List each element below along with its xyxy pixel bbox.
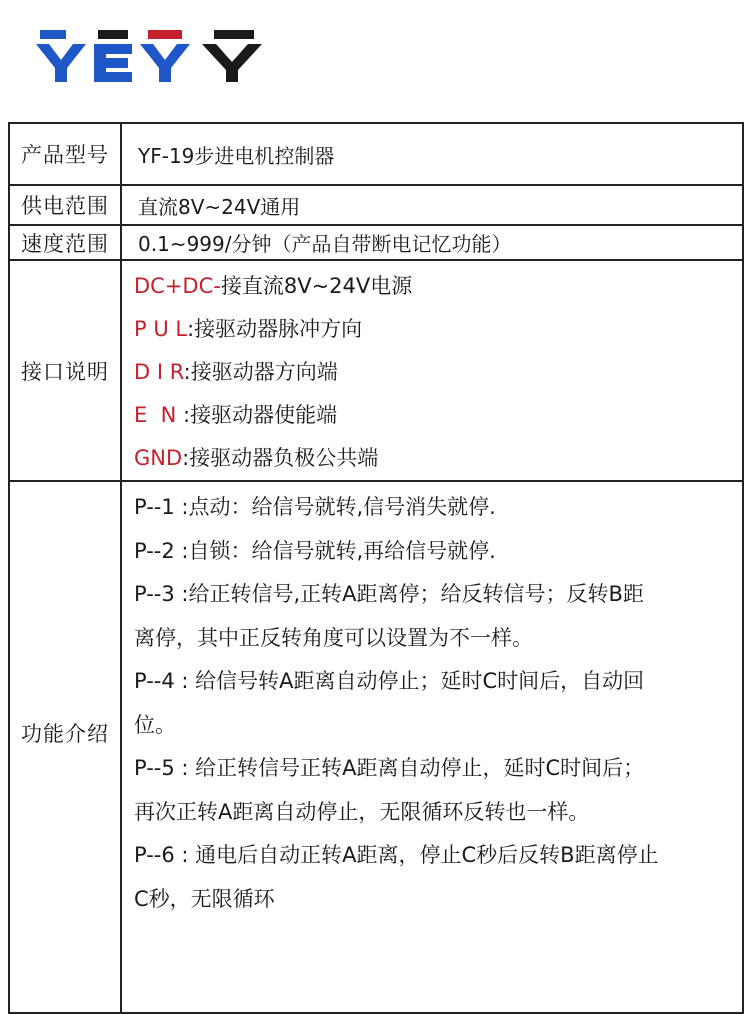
function-line: P--6 : 通电后自动正转A距离，停止C秒后反转B距离停止: [134, 843, 659, 867]
model-label: 产品型号: [9, 123, 121, 185]
function-line: 再次正转A距离自动停止，无限循环反转也一样。: [134, 799, 590, 824]
functions-text: [122, 482, 742, 921]
function-line: 离停，其中正反转角度可以设置为不一样。: [134, 625, 533, 650]
functions-label-cell: [9, 481, 121, 1013]
function-line: P--5 : 给正转信号正转A距离自动停止，延时C时间后；: [134, 756, 645, 780]
pin-desc: :接驱动器方向端: [183, 360, 338, 384]
spec-table: [8, 122, 744, 1014]
interface-item: [134, 437, 742, 480]
table-row: [9, 481, 743, 1013]
pin-name: P U L: [134, 317, 188, 341]
speed-label: 速度范围: [9, 225, 121, 260]
interface-item: [134, 394, 742, 437]
pin-desc: :接驱动器负极公共端: [182, 446, 379, 470]
pin-desc: :接驱动器使能端: [176, 403, 338, 427]
pin-name: GND: [134, 446, 183, 470]
function-line: P--2 :自锁：给信号就转,再给信号就停.: [134, 538, 496, 563]
speed-value: 0.1~999/分钟（产品自带断电记忆功能）: [121, 225, 743, 260]
interface-label: 接口说明: [9, 260, 121, 481]
pin-name: DC+DC-: [134, 274, 221, 298]
function-line: P--4 : 给信号转A距离自动停止；延时C时间后，自动回: [134, 669, 645, 693]
power-label: 供电范围: [9, 185, 121, 225]
interface-item: [134, 351, 742, 394]
brand-logo: [36, 30, 268, 85]
functions-label: 功能介绍: [21, 722, 109, 746]
interface-item: [134, 265, 742, 308]
table-row: [9, 185, 743, 225]
table-row: [9, 225, 743, 260]
model-value: YF-19步进电机控制器: [121, 123, 743, 185]
interface-list: [122, 261, 742, 480]
function-line: 位。: [134, 712, 176, 737]
pin-name: D I R: [134, 360, 184, 384]
interface-cell: [121, 260, 743, 481]
pin-desc: 接直流8V~24V电源: [220, 274, 413, 298]
table-row: [9, 123, 743, 185]
function-line: P--3 :给正转信号,正转A距离停；给反转信号；反转B距: [134, 582, 644, 606]
functions-cell: [121, 481, 743, 1013]
pin-name: E N: [134, 403, 177, 427]
table-row: [9, 260, 743, 481]
function-line: C秒，无限循环: [134, 886, 275, 911]
power-value: 直流8V~24V通用: [121, 185, 743, 225]
function-line: P--1 :点动：给信号就转,信号消失就停.: [134, 495, 496, 519]
pin-desc: :接驱动器脉冲方向: [187, 317, 363, 341]
interface-item: [134, 308, 742, 351]
